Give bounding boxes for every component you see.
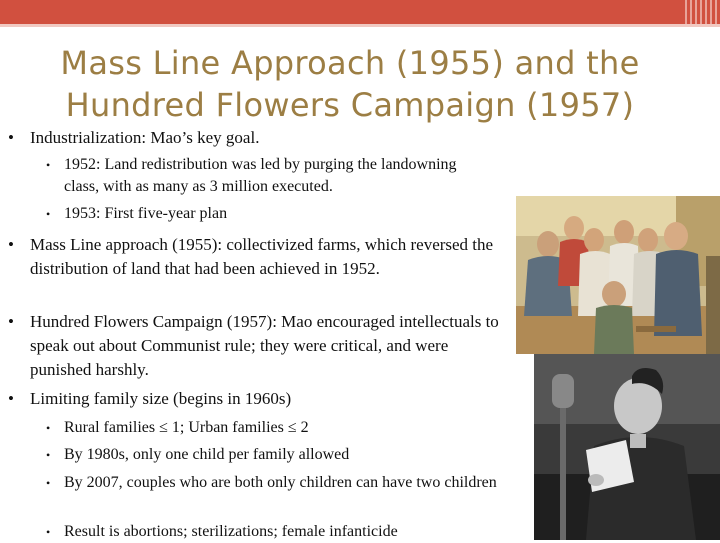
sub-bullet-item: [46, 154, 494, 198]
propaganda-painting-image: [516, 196, 720, 354]
sub-bullet-item: [46, 417, 504, 439]
slide-title-line-2: Hundred Flowers Campaign (1957): [65, 86, 635, 124]
sub-bullet-text: Result is abortions; sterilizations; female infanticide: [64, 523, 398, 540]
top-accent-bar: [0, 0, 720, 24]
bullet-marker: •: [8, 235, 14, 254]
sub-bullet-text: 1953: First five-year plan: [64, 205, 228, 222]
bullet-marker: •: [46, 476, 51, 490]
top-accent-stripes: [682, 0, 720, 24]
sub-bullet-item: [46, 444, 504, 466]
bullet-text: Hundred Flowers Campaign (1957): Mao encouraged intellectuals to speak out about Communist rule; they were critical, and were punished harshly.: [30, 312, 499, 379]
bullet-text: Mass Line approach (1955): collectivized farms, which reversed the distribution of land that had been achieved in 1952.: [30, 235, 494, 278]
sub-bullet-item: [46, 472, 504, 494]
bullet-marker: •: [46, 448, 51, 462]
sub-bullet-text: 1952: Land redistribution was led by purging the landowning class, with as many as 3 million executed.: [64, 156, 457, 195]
bullet-text: Industrialization: Mao’s key goal.: [30, 128, 260, 147]
mao-speech-photo-image: [534, 354, 720, 540]
slide-title: [30, 42, 670, 126]
bullet-marker: •: [8, 128, 14, 147]
bullet-item: [8, 126, 500, 150]
sub-bullet-item: [46, 203, 494, 225]
bullet-marker: •: [46, 207, 51, 221]
sub-bullet-text: By 2007, couples who are both only children can have two children: [64, 474, 497, 491]
bullet-marker: •: [8, 389, 14, 408]
bullet-marker: •: [46, 158, 51, 172]
bullet-item: [8, 310, 508, 382]
bullet-marker: •: [46, 525, 51, 539]
bullet-text: Limiting family size (begins in 1960s): [30, 389, 292, 408]
bullet-item: [8, 387, 510, 411]
bullet-marker: •: [8, 312, 14, 331]
top-accent-line: [0, 24, 720, 27]
bullet-marker: •: [46, 421, 51, 435]
sub-bullet-text: By 1980s, only one child per family allowed: [64, 446, 350, 463]
bullet-item: [8, 233, 510, 281]
sub-bullet-text: Rural families ≤ 1; Urban families ≤ 2: [64, 419, 309, 436]
slide-title-line-1: Mass Line Approach (1955) and the: [60, 44, 640, 82]
